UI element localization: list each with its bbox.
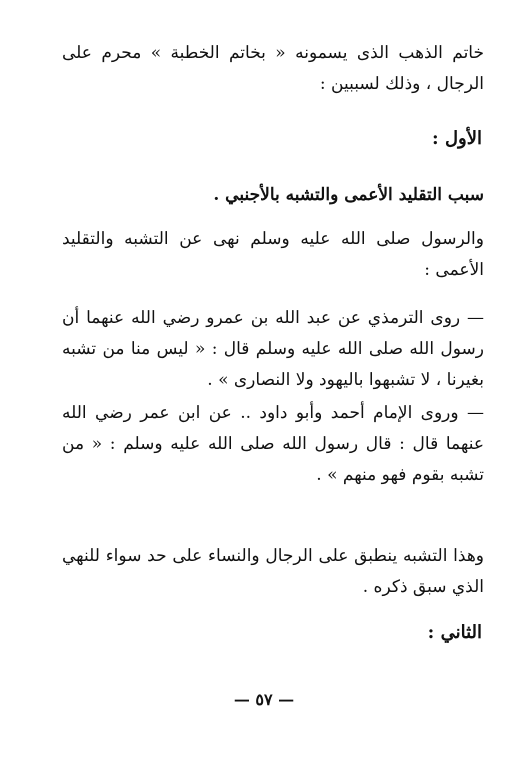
paragraph-hadith-ahmad: — وروى الإمام أحمد وأبو داود .. عن ابن عمر رضي الله عنهما قال : قال رسول الله صلى الله عليه وسلم : « من تشبه بقوم فهو منهم » . [62,403,484,485]
page-number: — ٥٧ — [233,690,295,709]
heading-first-reason: الأول : [432,128,482,149]
paragraph-gold-ring: خاتم الذهب الذى يسمونه « بخاتم الخطبة » محرم على الرجال ، وذلك لسببين : [62,43,484,94]
paragraph-hadith-tirmidhi: — روى الترمذي عن عبد الله بن عمرو رضي الله عنهما أن رسول الله صلى الله عليه وسلم قال : « ليس منا من تشبه بغيرنا ، لا تشبهوا باليهود ولا النصارى » . [62,308,484,390]
heading-second-reason: الثاني : [427,622,482,643]
paragraph-prophet-prohibition: والرسول صلى الله عليه وسلم نهى عن التشبه والتقليد الأعمى : [62,229,484,280]
paragraph-applies-to-all: وهذا التشبه ينطبق على الرجال والنساء على حد سواء للنهي الذي سبق ذكره . [62,546,484,597]
paragraph-first-reason: سبب التقليد الأعمى والتشبه بالأجنبي . [213,185,484,205]
